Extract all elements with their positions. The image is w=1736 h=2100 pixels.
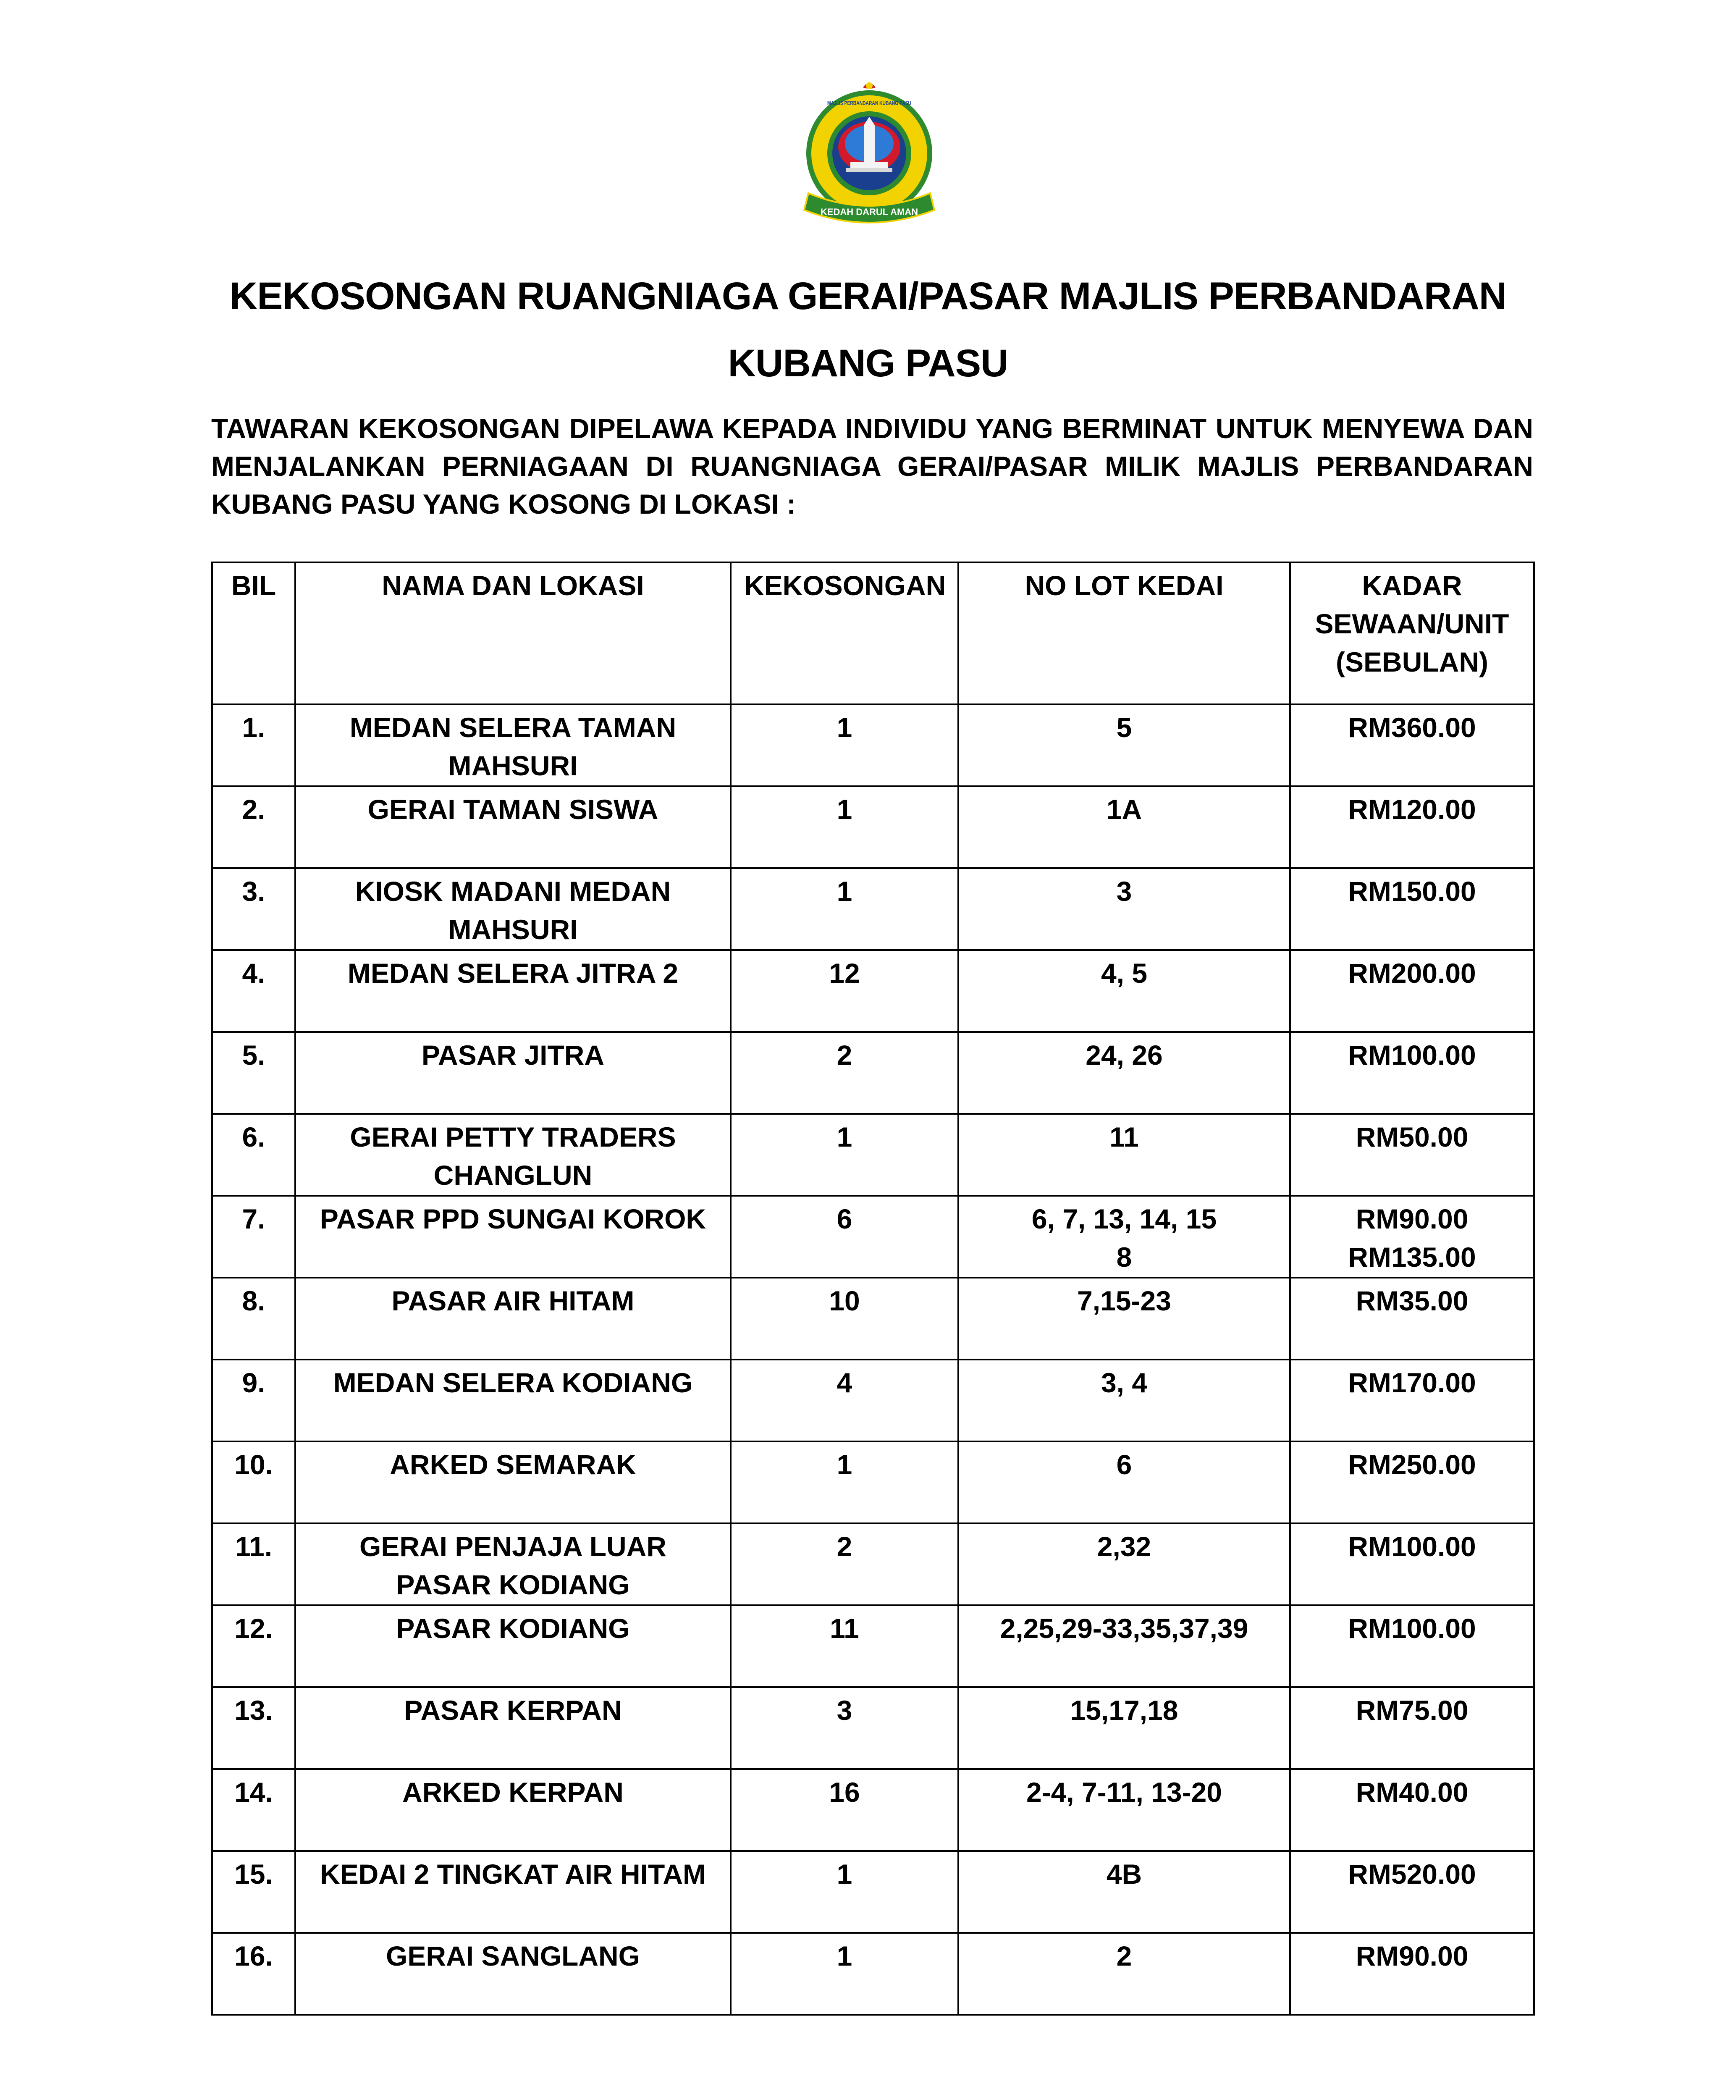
municipal-crest-icon bbox=[800, 80, 939, 235]
cell-nama-dan-lokasi: PASAR KERPAN bbox=[295, 1687, 731, 1769]
header-nama-dan-lokasi: NAMA DAN LOKASI bbox=[295, 562, 731, 704]
header-bil: BIL bbox=[212, 562, 295, 704]
table-row bbox=[212, 1933, 1534, 2015]
table-row bbox=[212, 1441, 1534, 1523]
cell-bil: 6. bbox=[212, 1114, 295, 1196]
cell-kadar-sewaan: RM100.00 bbox=[1290, 1605, 1534, 1687]
cell-kadar-sewaan: RM35.00 bbox=[1290, 1278, 1534, 1360]
cell-kekosongan: 11 bbox=[731, 1605, 958, 1687]
cell-kadar-sewaan: RM360.00 bbox=[1290, 704, 1534, 786]
cell-nama-dan-lokasi: GERAI SANGLANG bbox=[295, 1933, 731, 2015]
cell-no-lot-kedai: 7,15-23 bbox=[958, 1278, 1290, 1360]
cell-nama-dan-lokasi: GERAI TAMAN SISWA bbox=[295, 786, 731, 868]
cell-kekosongan: 3 bbox=[731, 1687, 958, 1769]
cell-nama-dan-lokasi: KEDAI 2 TINGKAT AIR HITAM bbox=[295, 1851, 731, 1933]
cell-no-lot-kedai: 1A bbox=[958, 786, 1290, 868]
cell-bil: 15. bbox=[212, 1851, 295, 1933]
cell-kekosongan: 6 bbox=[731, 1196, 958, 1278]
vacancy-table bbox=[211, 562, 1535, 2016]
cell-kekosongan: 4 bbox=[731, 1360, 958, 1441]
cell-kekosongan: 12 bbox=[731, 950, 958, 1032]
table-row bbox=[212, 1605, 1534, 1687]
cell-no-lot-kedai: 24, 26 bbox=[958, 1032, 1290, 1114]
cell-kekosongan: 10 bbox=[731, 1278, 958, 1360]
table-row bbox=[212, 1851, 1534, 1933]
cell-bil: 5. bbox=[212, 1032, 295, 1114]
cell-kadar-sewaan: RM90.00 RM135.00 bbox=[1290, 1196, 1534, 1278]
table-row bbox=[212, 1278, 1534, 1360]
cell-no-lot-kedai: 11 bbox=[958, 1114, 1290, 1196]
cell-bil: 9. bbox=[212, 1360, 295, 1441]
cell-no-lot-kedai: 2,32 bbox=[958, 1523, 1290, 1605]
cell-bil: 16. bbox=[212, 1933, 295, 2015]
cell-no-lot-kedai: 2-4, 7-11, 13-20 bbox=[958, 1769, 1290, 1851]
cell-bil: 1. bbox=[212, 704, 295, 786]
cell-kadar-sewaan: RM520.00 bbox=[1290, 1851, 1534, 1933]
cell-no-lot-kedai: 3, 4 bbox=[958, 1360, 1290, 1441]
cell-no-lot-kedai: 3 bbox=[958, 868, 1290, 950]
cell-no-lot-kedai: 2,25,29-33,35,37,39 bbox=[958, 1605, 1290, 1687]
table-row bbox=[212, 1114, 1534, 1196]
table-row bbox=[212, 868, 1534, 950]
cell-kekosongan: 1 bbox=[731, 1851, 958, 1933]
cell-nama-dan-lokasi: PASAR PPD SUNGAI KOROK bbox=[295, 1196, 731, 1278]
document-title bbox=[168, 262, 1568, 397]
cell-kekosongan: 2 bbox=[731, 1523, 958, 1605]
crest-banner-text: KEDAH DARUL AMAN bbox=[820, 207, 918, 217]
cell-nama-dan-lokasi: GERAI PETTY TRADERS CHANGLUN bbox=[295, 1114, 731, 1196]
cell-kadar-sewaan: RM200.00 bbox=[1290, 950, 1534, 1032]
intro-paragraph: TAWARAN KEKOSONGAN DIPELAWA KEPADA INDIVIDU YANG BERMINAT UNTUK MENYEWA DAN MENJALANKAN PERNIAGAAN DI RUANGNIAGA GERAI/PASAR MILIK MAJLIS PERBANDARAN KUBANG PASU YANG KOSONG DI LOKASI : bbox=[211, 413, 1533, 520]
crest-ring-text: MAJLIS PERBANDARAN KUBANG PASU bbox=[827, 100, 911, 106]
cell-kekosongan: 1 bbox=[731, 868, 958, 950]
table-header-row bbox=[212, 562, 1534, 704]
cell-no-lot-kedai: 4, 5 bbox=[958, 950, 1290, 1032]
cell-kekosongan: 1 bbox=[731, 704, 958, 786]
table-row bbox=[212, 1769, 1534, 1851]
cell-bil: 7. bbox=[212, 1196, 295, 1278]
cell-nama-dan-lokasi: MEDAN SELERA JITRA 2 bbox=[295, 950, 731, 1032]
cell-kadar-sewaan: RM90.00 bbox=[1290, 1933, 1534, 2015]
cell-kekosongan: 1 bbox=[731, 786, 958, 868]
header-kadar-sewaan: KADAR SEWAAN/UNIT (SEBULAN) bbox=[1290, 562, 1534, 704]
cell-kadar-sewaan: RM50.00 bbox=[1290, 1114, 1534, 1196]
cell-kadar-sewaan: RM100.00 bbox=[1290, 1523, 1534, 1605]
cell-no-lot-kedai: 6 bbox=[958, 1441, 1290, 1523]
table-row bbox=[212, 1360, 1534, 1441]
table-row bbox=[212, 1032, 1534, 1114]
document-title-line-2: KUBANG PASU bbox=[728, 342, 1008, 385]
municipal-crest-logo bbox=[800, 80, 939, 235]
cell-no-lot-kedai: 2 bbox=[958, 1933, 1290, 2015]
table-row bbox=[212, 950, 1534, 1032]
cell-nama-dan-lokasi: PASAR JITRA bbox=[295, 1032, 731, 1114]
cell-bil: 11. bbox=[212, 1523, 295, 1605]
cell-nama-dan-lokasi: PASAR AIR HITAM bbox=[295, 1278, 731, 1360]
cell-nama-dan-lokasi: MEDAN SELERA KODIANG bbox=[295, 1360, 731, 1441]
cell-nama-dan-lokasi: GERAI PENJAJA LUAR PASAR KODIANG bbox=[295, 1523, 731, 1605]
table-row bbox=[212, 786, 1534, 868]
cell-kadar-sewaan: RM100.00 bbox=[1290, 1032, 1534, 1114]
cell-bil: 2. bbox=[212, 786, 295, 868]
cell-nama-dan-lokasi: KIOSK MADANI MEDAN MAHSURI bbox=[295, 868, 731, 950]
cell-nama-dan-lokasi: MEDAN SELERA TAMAN MAHSURI bbox=[295, 704, 731, 786]
cell-bil: 13. bbox=[212, 1687, 295, 1769]
table-row bbox=[212, 704, 1534, 786]
cell-kadar-sewaan: RM250.00 bbox=[1290, 1441, 1534, 1523]
cell-no-lot-kedai: 5 bbox=[958, 704, 1290, 786]
table-row bbox=[212, 1196, 1534, 1278]
header-no-lot-kedai: NO LOT KEDAI bbox=[958, 562, 1290, 704]
table-row bbox=[212, 1687, 1534, 1769]
cell-kadar-sewaan: RM40.00 bbox=[1290, 1769, 1534, 1851]
cell-no-lot-kedai: 15,17,18 bbox=[958, 1687, 1290, 1769]
cell-kekosongan: 2 bbox=[731, 1032, 958, 1114]
cell-kekosongan: 1 bbox=[731, 1114, 958, 1196]
table-row bbox=[212, 1523, 1534, 1605]
cell-kadar-sewaan: RM150.00 bbox=[1290, 868, 1534, 950]
cell-bil: 4. bbox=[212, 950, 295, 1032]
document-title-line-1: KEKOSONGAN RUANGNIAGA GERAI/PASAR MAJLIS PERBANDARAN bbox=[229, 275, 1507, 318]
cell-bil: 14. bbox=[212, 1769, 295, 1851]
cell-bil: 12. bbox=[212, 1605, 295, 1687]
cell-kekosongan: 1 bbox=[731, 1441, 958, 1523]
cell-nama-dan-lokasi: PASAR KODIANG bbox=[295, 1605, 731, 1687]
cell-bil: 8. bbox=[212, 1278, 295, 1360]
cell-kadar-sewaan: RM75.00 bbox=[1290, 1687, 1534, 1769]
header-kekosongan: KEKOSONGAN bbox=[731, 562, 958, 704]
cell-nama-dan-lokasi: ARKED SEMARAK bbox=[295, 1441, 731, 1523]
cell-kekosongan: 1 bbox=[731, 1933, 958, 2015]
cell-bil: 10. bbox=[212, 1441, 295, 1523]
cell-no-lot-kedai: 4B bbox=[958, 1851, 1290, 1933]
cell-nama-dan-lokasi: ARKED KERPAN bbox=[295, 1769, 731, 1851]
cell-bil: 3. bbox=[212, 868, 295, 950]
cell-no-lot-kedai: 6, 7, 13, 14, 15 8 bbox=[958, 1196, 1290, 1278]
cell-kadar-sewaan: RM170.00 bbox=[1290, 1360, 1534, 1441]
cell-kekosongan: 16 bbox=[731, 1769, 958, 1851]
cell-kadar-sewaan: RM120.00 bbox=[1290, 786, 1534, 868]
